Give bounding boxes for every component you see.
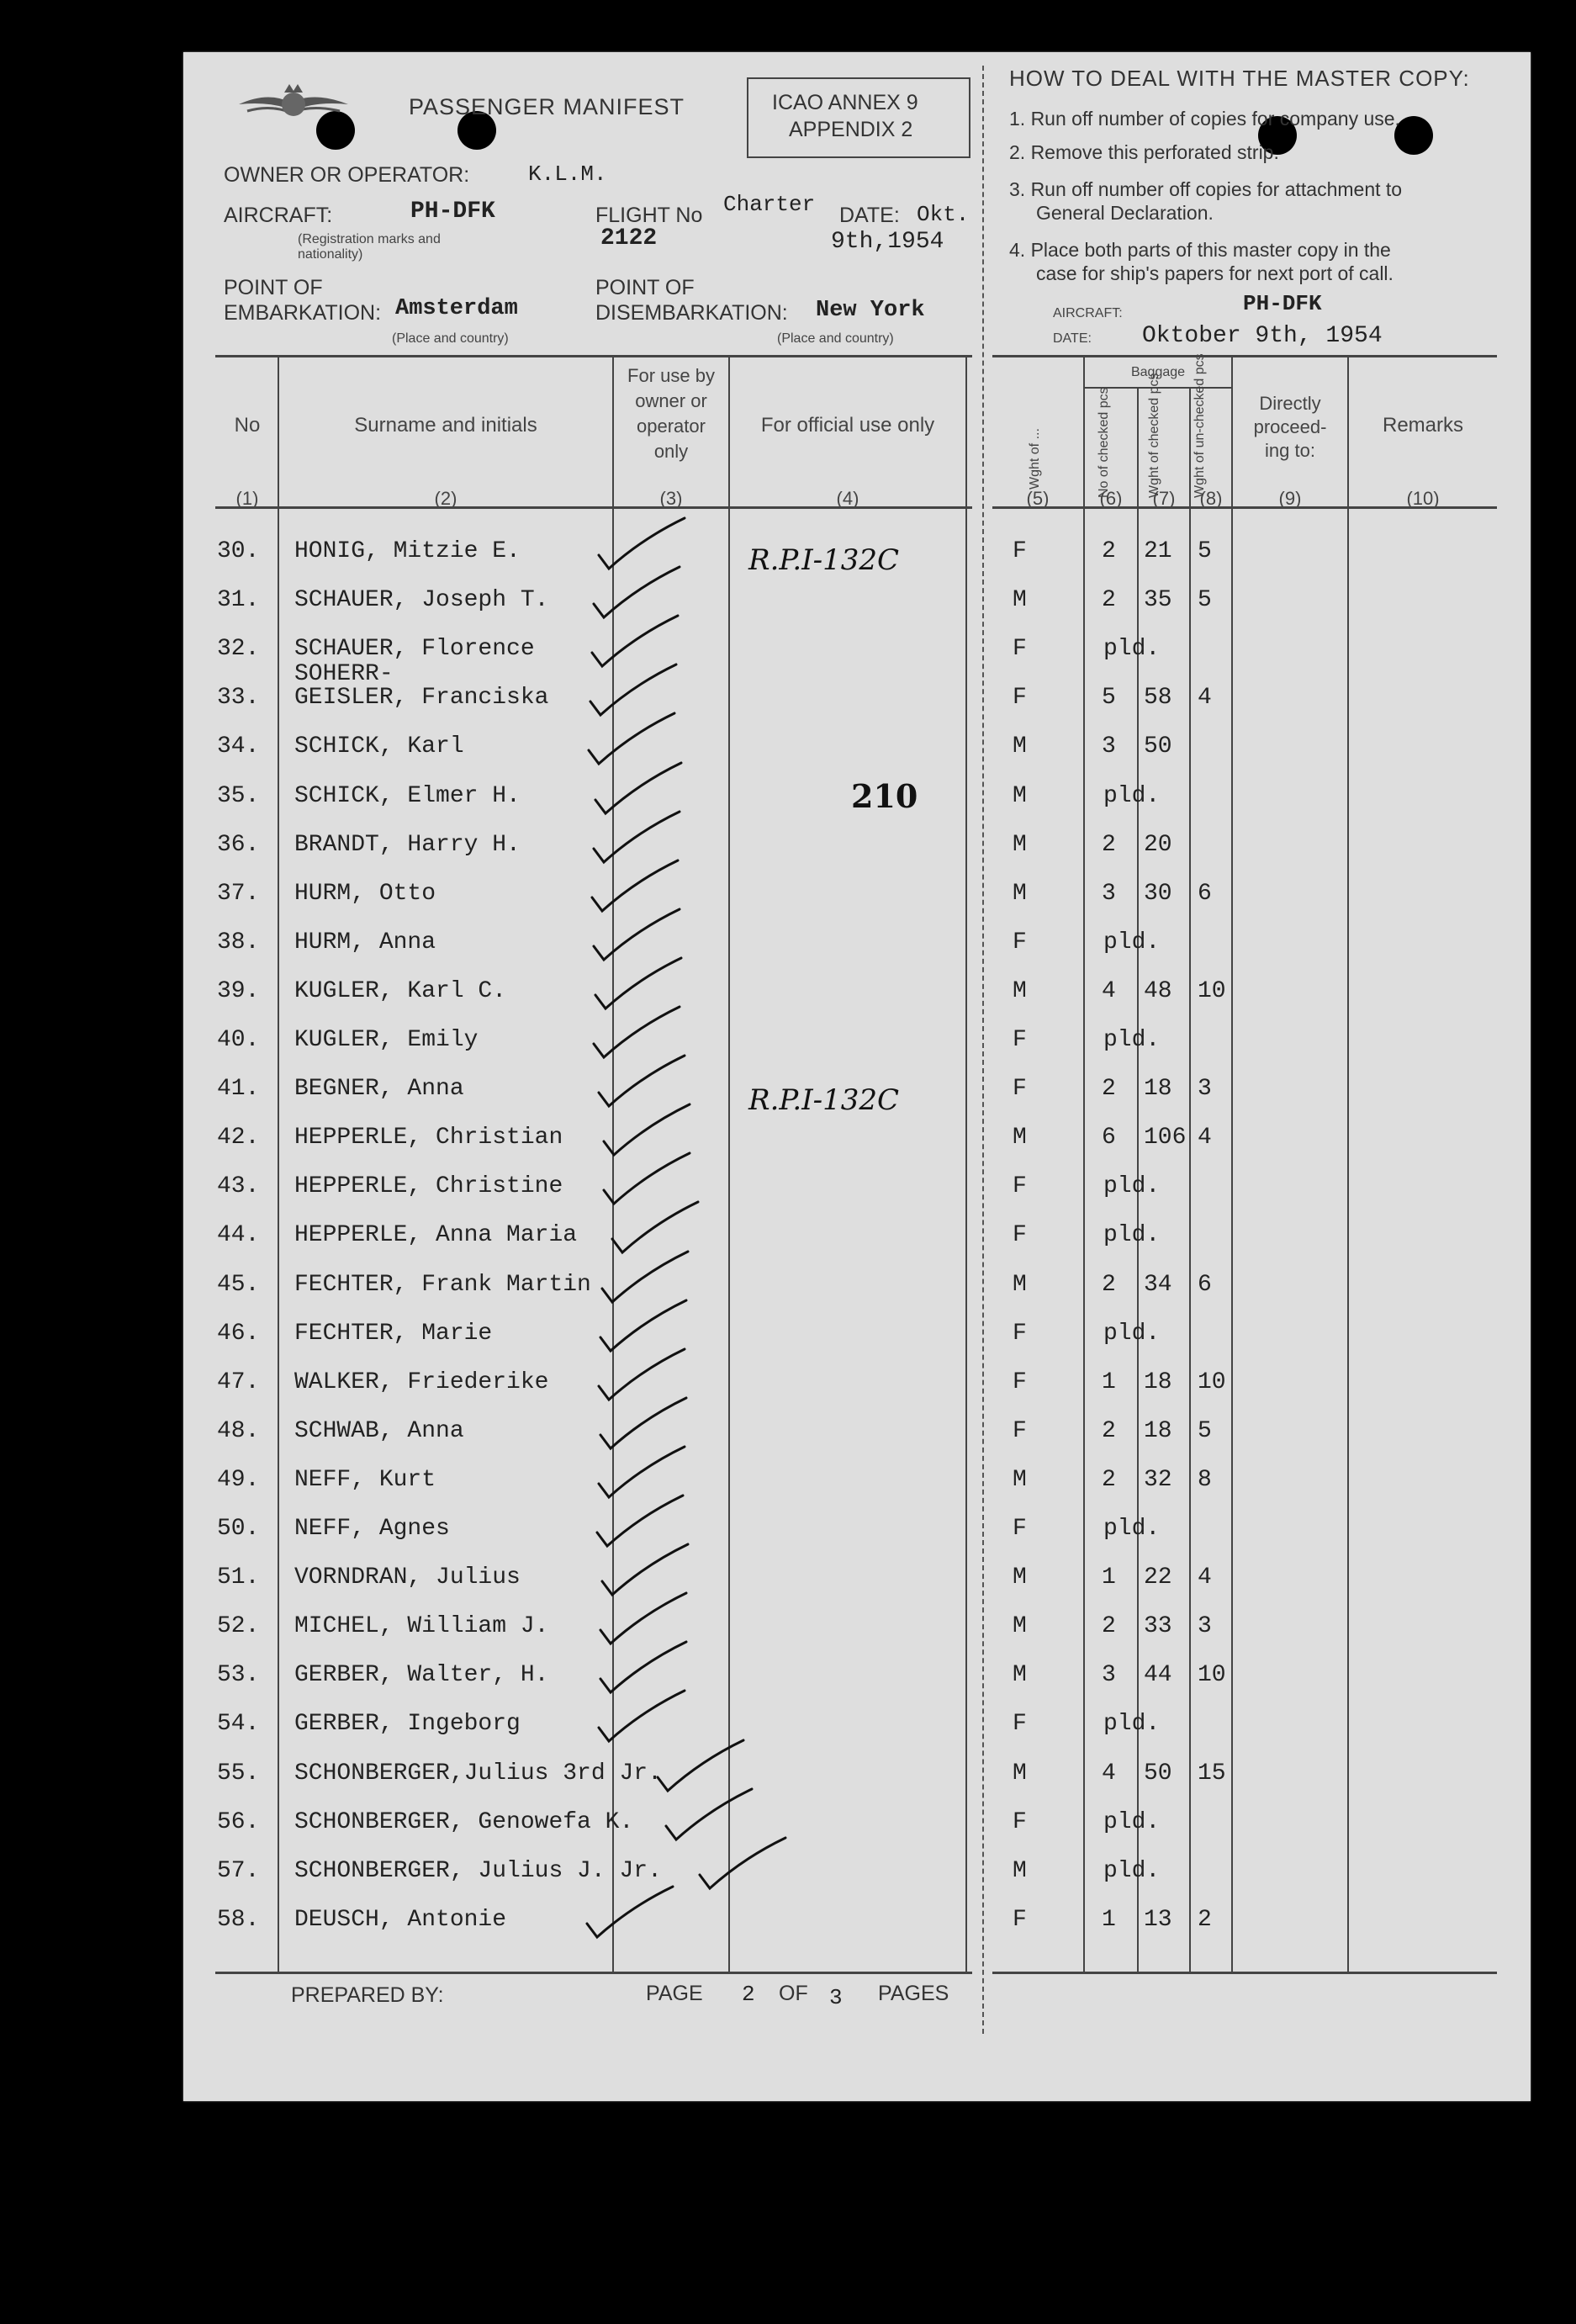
baggage-pieces: 4 xyxy=(1102,1760,1116,1787)
flight-charter: Charter xyxy=(723,192,816,217)
passenger-name: SCHONBERGER,Julius 3rd Jr. xyxy=(294,1760,662,1787)
pages-label: PAGES xyxy=(878,1982,949,2005)
passenger-number: 58. xyxy=(217,1906,260,1933)
baggage-pieces: pld. xyxy=(1103,1516,1161,1542)
baggage-weight: 50 xyxy=(1144,733,1172,760)
baggage-pieces: pld. xyxy=(1103,1808,1161,1835)
embark-label-2: EMBARKATION: xyxy=(224,301,382,325)
passenger-name: NEFF, Agnes xyxy=(294,1516,450,1542)
baggage-pieces: 3 xyxy=(1102,1662,1116,1689)
passenger-name: KUGLER, Emily xyxy=(294,1027,479,1053)
aircraft-value: PH-DFK xyxy=(410,199,495,225)
check-mark-icon xyxy=(693,1833,802,1900)
col-num: (3) xyxy=(659,488,683,509)
baggage-unchecked: 5 xyxy=(1198,587,1212,614)
col-num: (5) xyxy=(1026,488,1050,509)
baggage-weight: 30 xyxy=(1144,880,1172,907)
baggage-weight: 32 xyxy=(1144,1466,1172,1493)
disembark-label-1: POINT OF xyxy=(595,276,695,299)
passenger-name: GERBER, Walter, H. xyxy=(294,1662,549,1689)
passenger-name: BRANDT, Harry H. xyxy=(294,831,521,858)
instruction-item: 3. Run off number off copies for attachment to xyxy=(1009,178,1403,200)
official-note: 210 xyxy=(851,777,918,815)
passenger-number: 52. xyxy=(217,1613,260,1640)
col-num: (6) xyxy=(1099,488,1123,509)
embark-value: Amsterdam xyxy=(395,296,518,321)
col-directly-header: Directly proceed-ing to: xyxy=(1253,393,1327,461)
passenger-name: VORNDRAN, Julius xyxy=(294,1564,521,1591)
baggage-weight: 18 xyxy=(1144,1417,1172,1444)
passenger-name: HEPPERLE, Anna Maria xyxy=(294,1222,578,1249)
table-row xyxy=(183,1076,1531,1125)
baggage-weight: 20 xyxy=(1144,831,1172,858)
passenger-sex: F xyxy=(1013,1516,1027,1542)
col-weight-header: Wght of ... xyxy=(1028,428,1042,490)
table-bottom-rule xyxy=(992,1972,1497,1974)
passenger-sex: M xyxy=(1013,831,1027,858)
passenger-sex: F xyxy=(1013,538,1027,564)
passenger-name: FECHTER, Frank Martin xyxy=(294,1271,591,1298)
col-baggage-header: Baggage xyxy=(1130,365,1186,379)
col-num: (7) xyxy=(1152,488,1176,509)
baggage-unchecked: 5 xyxy=(1198,538,1212,564)
passenger-name: SCHONBERGER, Julius J. Jr. xyxy=(294,1857,662,1884)
baggage-unchecked: 10 xyxy=(1198,977,1226,1004)
passenger-sex: F xyxy=(1013,1808,1027,1835)
passenger-name: MICHEL, William J. xyxy=(294,1613,549,1640)
passenger-sex: M xyxy=(1013,1857,1027,1884)
table-row xyxy=(183,1613,1531,1662)
embark-label-1: POINT OF xyxy=(224,276,323,299)
official-note: R.P.I-132C xyxy=(748,1083,900,1117)
col-official-header: For official use only xyxy=(760,414,935,437)
annex-line-2: APPENDIX 2 xyxy=(789,118,913,141)
baggage-pieces: 6 xyxy=(1102,1125,1116,1151)
passenger-name: SCHWAB, Anna xyxy=(294,1417,464,1444)
instr-aircraft-value: PH-DFK xyxy=(1243,291,1322,316)
baggage-unchecked: 15 xyxy=(1198,1760,1226,1787)
passenger-sex: F xyxy=(1013,1906,1027,1933)
passenger-sex: F xyxy=(1013,636,1027,663)
passenger-number: 55. xyxy=(217,1760,260,1787)
table-row xyxy=(183,1858,1531,1907)
baggage-unchecked: 10 xyxy=(1198,1662,1226,1689)
passenger-sex: M xyxy=(1013,587,1027,614)
col-num: (9) xyxy=(1278,488,1302,509)
baggage-unchecked: 4 xyxy=(1198,1125,1212,1151)
passenger-name: HURM, Anna xyxy=(294,929,436,956)
table-top-rule xyxy=(992,355,1497,357)
passenger-sex: F xyxy=(1013,1222,1027,1249)
passenger-number: 33. xyxy=(217,685,260,712)
table-bottom-rule xyxy=(215,1972,972,1974)
table-row xyxy=(183,1369,1531,1418)
passenger-sex: F xyxy=(1013,1173,1027,1200)
baggage-pieces: pld. xyxy=(1103,1173,1161,1200)
instruction-item: case for ship's papers for next port of call. xyxy=(1009,262,1394,284)
table-row xyxy=(183,1907,1531,1956)
passenger-name: SCHAUER, Joseph T. xyxy=(294,587,549,614)
passenger-number: 32. xyxy=(217,636,260,663)
instruction-item: 1. Run off number of copies for company use. xyxy=(1009,108,1400,130)
passenger-name: HONIG, Mitzie E. xyxy=(294,538,521,564)
passenger-number: 56. xyxy=(217,1808,260,1835)
table-row xyxy=(183,881,1531,929)
passenger-sex: F xyxy=(1013,1320,1027,1347)
baggage-unchecked: 4 xyxy=(1198,1564,1212,1591)
baggage-unchecked: 3 xyxy=(1198,1613,1212,1640)
flight-label: FLIGHT No xyxy=(595,204,703,227)
table-row xyxy=(183,587,1531,636)
baggage-weight: 21 xyxy=(1144,538,1172,564)
passenger-name: DEUSCH, Antonie xyxy=(294,1906,507,1933)
passenger-sex: M xyxy=(1013,1760,1027,1787)
table-row xyxy=(183,783,1531,832)
col-wght-unchecked-header: Wght of un-checked pcs xyxy=(1193,353,1207,498)
annex-box xyxy=(747,77,970,158)
baggage-weight: 48 xyxy=(1144,977,1172,1004)
passenger-number: 31. xyxy=(217,587,260,614)
passenger-number: 50. xyxy=(217,1516,260,1542)
passenger-number: 37. xyxy=(217,880,260,907)
table-row xyxy=(183,1321,1531,1369)
baggage-weight: 13 xyxy=(1144,1906,1172,1933)
instruction-item: General Declaration. xyxy=(1009,202,1214,224)
aircraft-note: (Registration marks and nationality) xyxy=(298,232,441,262)
table-row xyxy=(183,1467,1531,1516)
manifest-page xyxy=(183,52,1531,2101)
col-owner-header: For use by owner or operator only xyxy=(627,365,715,462)
aircraft-label: AIRCRAFT: xyxy=(224,204,333,227)
baggage-pieces: 4 xyxy=(1102,977,1116,1004)
col-name-header: Surname and initials xyxy=(354,414,537,437)
passenger-number: 44. xyxy=(217,1222,260,1249)
passenger-sex: M xyxy=(1013,1613,1027,1640)
baggage-unchecked: 10 xyxy=(1198,1368,1226,1395)
table-row xyxy=(183,1760,1531,1809)
baggage-pieces: 2 xyxy=(1102,1076,1116,1103)
baggage-pieces: 1 xyxy=(1102,1906,1116,1933)
passenger-name: NEFF, Kurt xyxy=(294,1466,436,1493)
baggage-unchecked: 5 xyxy=(1198,1417,1212,1444)
passenger-sex: M xyxy=(1013,782,1027,809)
passenger-number: 43. xyxy=(217,1173,260,1200)
check-mark-icon xyxy=(580,1882,690,1949)
flight-value: 2122 xyxy=(600,225,658,251)
baggage-unchecked: 6 xyxy=(1198,880,1212,907)
annex-line-1: ICAO ANNEX 9 xyxy=(772,91,918,114)
col-num: (2) xyxy=(434,488,457,509)
passenger-number: 36. xyxy=(217,831,260,858)
baggage-weight: 58 xyxy=(1144,685,1172,712)
instr-date-label: DATE: xyxy=(1053,331,1092,346)
table-row xyxy=(183,978,1531,1027)
baggage-pieces: 3 xyxy=(1102,733,1116,760)
passenger-name: HURM, Otto xyxy=(294,880,436,907)
table-top-rule xyxy=(215,355,972,357)
disembark-note: (Place and country) xyxy=(777,331,894,346)
passenger-sex: F xyxy=(1013,1711,1027,1738)
col-num-checked-header: No of checked pcs xyxy=(1097,387,1111,498)
passenger-name: BEGNER, Anna xyxy=(294,1076,464,1103)
passenger-number: 49. xyxy=(217,1466,260,1493)
passenger-name: HEPPERLE, Christian xyxy=(294,1125,563,1151)
passenger-name: SCHICK, Elmer H. xyxy=(294,782,521,809)
baggage-unchecked: 4 xyxy=(1198,685,1212,712)
table-row xyxy=(183,1173,1531,1222)
table-row xyxy=(183,929,1531,978)
passenger-number: 35. xyxy=(217,782,260,809)
passenger-sex: M xyxy=(1013,880,1027,907)
col-no-header: No xyxy=(234,414,261,437)
passenger-sex: F xyxy=(1013,685,1027,712)
baggage-weight: 18 xyxy=(1144,1368,1172,1395)
baggage-pieces: pld. xyxy=(1103,1027,1161,1053)
baggage-pieces: 2 xyxy=(1102,1613,1116,1640)
col-num: (4) xyxy=(836,488,859,509)
owner-label: OWNER OR OPERATOR: xyxy=(224,163,470,187)
passenger-name: HEPPERLE, Christine xyxy=(294,1173,563,1200)
table-row xyxy=(183,1125,1531,1173)
page-total: 3 xyxy=(829,1985,843,2010)
date-value-1: Okt. xyxy=(917,202,970,227)
of-label: OF xyxy=(779,1982,808,2005)
baggage-pieces: pld. xyxy=(1103,636,1161,663)
table-row xyxy=(183,1516,1531,1564)
passenger-name: FECHTER, Marie xyxy=(294,1320,493,1347)
passenger-sex: F xyxy=(1013,1417,1027,1444)
instr-date-value: Oktober 9th, 1954 xyxy=(1142,323,1383,349)
passenger-name: KUGLER, Karl C. xyxy=(294,977,507,1004)
passenger-number: 42. xyxy=(217,1125,260,1151)
table-row xyxy=(183,661,1531,733)
baggage-pieces: 1 xyxy=(1102,1564,1116,1591)
table-row xyxy=(183,1027,1531,1076)
passenger-number: 54. xyxy=(217,1711,260,1738)
col-remarks-header: Remarks xyxy=(1382,414,1463,437)
manifest-title: PASSENGER MANIFEST xyxy=(409,94,685,119)
baggage-weight: 22 xyxy=(1144,1564,1172,1591)
passenger-number: 39. xyxy=(217,977,260,1004)
passenger-sex: M xyxy=(1013,977,1027,1004)
baggage-weight: 34 xyxy=(1144,1271,1172,1298)
passenger-sex: M xyxy=(1013,1662,1027,1689)
table-row xyxy=(183,1222,1531,1271)
disembark-value: New York xyxy=(816,298,925,323)
passenger-number: 45. xyxy=(217,1271,260,1298)
table-row xyxy=(183,538,1531,587)
passenger-number: 48. xyxy=(217,1417,260,1444)
passenger-sex: M xyxy=(1013,1466,1027,1493)
baggage-pieces: pld. xyxy=(1103,782,1161,809)
baggage-weight: 44 xyxy=(1144,1662,1172,1689)
passenger-sex: F xyxy=(1013,1076,1027,1103)
passenger-sex: F xyxy=(1013,929,1027,956)
passenger-name: SCHAUER, Florence xyxy=(294,636,535,663)
col-wght-checked-header: Wght of checked pcs xyxy=(1147,373,1161,498)
passenger-number: 53. xyxy=(217,1662,260,1689)
instruction-item: 4. Place both parts of this master copy in the xyxy=(1009,239,1391,261)
baggage-pieces: pld. xyxy=(1103,1320,1161,1347)
passenger-number: 30. xyxy=(217,538,260,564)
passenger-name: SCHICK, Karl xyxy=(294,733,464,760)
table-row xyxy=(183,1418,1531,1467)
table-row xyxy=(183,1662,1531,1711)
baggage-pieces: 1 xyxy=(1102,1368,1116,1395)
baggage-pieces: 2 xyxy=(1102,538,1116,564)
baggage-pieces: 2 xyxy=(1102,1271,1116,1298)
baggage-pieces: 2 xyxy=(1102,1466,1116,1493)
passenger-name: SCHONBERGER, Genowefa K. xyxy=(294,1808,634,1835)
passenger-number: 38. xyxy=(217,929,260,956)
table-row xyxy=(183,733,1531,782)
baggage-weight: 33 xyxy=(1144,1613,1172,1640)
klm-logo-icon xyxy=(230,74,357,133)
passenger-name: WALKER, Friederike xyxy=(294,1368,549,1395)
baggage-weight: 35 xyxy=(1144,587,1172,614)
passenger-number: 57. xyxy=(217,1857,260,1884)
passenger-sex: F xyxy=(1013,1368,1027,1395)
table-row xyxy=(183,1711,1531,1760)
baggage-pieces: pld. xyxy=(1103,929,1161,956)
passenger-number: 41. xyxy=(217,1076,260,1103)
baggage-weight: 50 xyxy=(1144,1760,1172,1787)
baggage-pieces: pld. xyxy=(1103,1857,1161,1884)
col-num: (8) xyxy=(1199,488,1223,509)
baggage-weight: 106 xyxy=(1144,1125,1187,1151)
passenger-number: 46. xyxy=(217,1320,260,1347)
passenger-number: 34. xyxy=(217,733,260,760)
baggage-pieces: pld. xyxy=(1103,1222,1161,1249)
passenger-sex: M xyxy=(1013,1271,1027,1298)
passenger-sex: M xyxy=(1013,733,1027,760)
baggage-pieces: 5 xyxy=(1102,685,1116,712)
passenger-number: 47. xyxy=(217,1368,260,1395)
baggage-pieces: pld. xyxy=(1103,1711,1161,1738)
baggage-pieces: 2 xyxy=(1102,587,1116,614)
instruction-item: 2. Remove this perforated strip. xyxy=(1009,141,1279,163)
table-row xyxy=(183,1564,1531,1613)
owner-value: K.L.M. xyxy=(528,161,607,187)
passenger-sex: M xyxy=(1013,1125,1027,1151)
baggage-unchecked: 2 xyxy=(1198,1906,1212,1933)
table-row xyxy=(183,1809,1531,1858)
passenger-sex: M xyxy=(1013,1564,1027,1591)
instructions-title: HOW TO DEAL WITH THE MASTER COPY: xyxy=(1009,66,1470,91)
prepared-by-label: PREPARED BY: xyxy=(291,1983,444,2007)
col-num: (10) xyxy=(1406,488,1440,509)
table-row xyxy=(183,832,1531,881)
instr-aircraft-label: AIRCRAFT: xyxy=(1053,306,1123,320)
baggage-pieces: 2 xyxy=(1102,831,1116,858)
baggage-pieces: 3 xyxy=(1102,880,1116,907)
table-row xyxy=(183,1272,1531,1321)
disembark-label-2: DISEMBARKATION: xyxy=(595,301,788,325)
passenger-sex: F xyxy=(1013,1027,1027,1053)
baggage-unchecked: 8 xyxy=(1198,1466,1212,1493)
date-value-2: 9th,1954 xyxy=(831,229,944,255)
date-label: DATE: xyxy=(839,204,900,227)
page-label: PAGE xyxy=(646,1982,703,2005)
passenger-number: 40. xyxy=(217,1027,260,1053)
baggage-unchecked: 6 xyxy=(1198,1271,1212,1298)
passenger-name: SOHERR- GEISLER, Franciska xyxy=(294,661,549,712)
embark-note: (Place and country) xyxy=(392,331,509,346)
passenger-number: 51. xyxy=(217,1564,260,1591)
passenger-name: GERBER, Ingeborg xyxy=(294,1711,521,1738)
baggage-weight: 18 xyxy=(1144,1076,1172,1103)
col-num: (1) xyxy=(235,488,259,509)
baggage-unchecked: 3 xyxy=(1198,1076,1212,1103)
baggage-pieces: 2 xyxy=(1102,1417,1116,1444)
official-note: R.P.I-132C xyxy=(748,543,900,577)
page-number: 2 xyxy=(742,1982,755,2007)
